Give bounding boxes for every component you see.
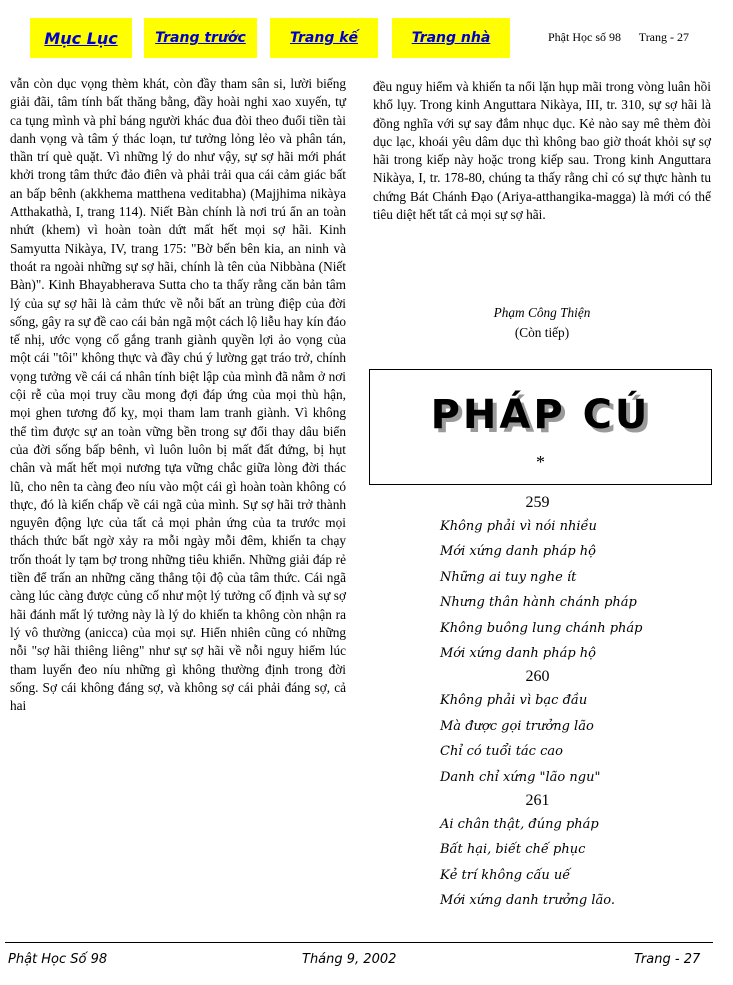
verse-line: Mà được gọi trưởng lão <box>440 718 594 734</box>
phap-cu-title: PHÁP CÚ <box>430 392 651 438</box>
nav-previous-page-button[interactable]: Trang trước <box>144 18 257 58</box>
author-name: Phạm Công Thiện <box>493 305 591 320</box>
verse-line: Mới xứng danh pháp hộ <box>440 646 597 662</box>
verse-line: Bất hại, biết chế phục <box>440 842 586 858</box>
header-issue-page: Phật Học số 98 Trang - 27 <box>548 30 690 44</box>
verse-line: Danh chỉ xứng "lão ngu" <box>440 769 601 785</box>
verse-number: 259 <box>525 494 550 511</box>
nav-home-button[interactable]: Trang nhà <box>392 18 510 58</box>
verse-line: Chỉ có tuổi tác cao <box>440 744 563 760</box>
verse-line: Mới xứng danh trưởng lão. <box>440 893 616 909</box>
verse-number: 260 <box>525 668 550 686</box>
verse-line: Không buông lung chánh pháp <box>440 620 643 636</box>
nav-muc-luc-button[interactable]: Mục Lục <box>30 18 132 58</box>
footer-divider <box>5 942 713 943</box>
verse-line: Không phải vì bạc đầu <box>440 693 588 709</box>
article-right-column: đều nguy hiểm và khiến ta nổi lặn hụp mãi trong vòng luân hồi khổ lụy. Trong kinh Anguttara Nikàya, III, tr. 310, sự sợ hãi là đồng nghĩa với sự say đắm nhục dục. Kẻ nào say mê thèm đòi dục lạc, khoái yêu dâm dục thì không bao giờ thoát khỏi sự sợ hãi trong kiếp này hoặc trong kiếp sau. Trong kinh Anguttara Nikàya, I, tr. 178-80, chúng ta thấy rằng chỉ có sự thực hành tu chứng Bát Chánh Đạo (Ariya-atthangika-magga) là mới có thể tiêu diệt hết tất cả mọi sự sợ hãi. <box>373 79 711 223</box>
verse-line: Những ai tuy nghe ít <box>440 569 577 585</box>
footer-publication: Phật Học Số 98 <box>8 952 108 967</box>
verse-number: 261 <box>525 792 550 810</box>
phap-cu-title-box <box>369 369 712 485</box>
title-star: * <box>536 452 545 472</box>
verse-line: Kẻ trí không cấu uế <box>440 867 571 883</box>
continued-note: (Còn tiếp) <box>514 325 570 340</box>
nav-next-page-button[interactable]: Trang kế <box>270 18 378 58</box>
footer-page: Trang - 27 <box>634 952 701 967</box>
verse-line: Ai chân thật, đúng pháp <box>440 817 599 833</box>
verses-block <box>440 492 710 914</box>
verse-line: Mới xứng danh pháp hộ <box>440 544 597 560</box>
footer-date: Tháng 9, 2002 <box>302 952 397 967</box>
verse-line: Nhưng thân hành chánh pháp <box>440 595 637 611</box>
article-left-column: vẫn còn dục vọng thèm khát, còn đầy tham sân si, lười biếng giải đãi, tâm tính bất thăng bằng, đầy hoài nghi xao xuyến, tự ca tụng mình và phỉ báng người khác đua đòi theo đuổi tiền tài danh vọng và tâm ý thác loạn, tư tưởng lỏng lẻo và phân tán, thần trí què quặt. Vì những lý do như vậy, sự sợ hãi mới phát khởi trong tâm thức đảo điên và phải trải qua cái cảm giác bất an bấp bênh (akkhema matthena veditabha) (Majjhima nikàya Atthakathà, I, trang 114). Niết Bàn chính là nơi trú ẩn an toàn nhứt (khem) vì hoàn toàn dứt mất hết mọi sợ hãi. Kinh Samyutta Nikàya, IV, trang 175: "Bờ bến bên kia, an ninh và thoát ra ngoài những sự sợ hãi, chính là tên của Nibbàna (Niết Bàn)". Kinh Bhayabherava Sutta cho ta thấy rằng căn bản tâm lý của sự sợ hãi là cảm thức về nỗi bất an trùng điệp của đời sống, gây ra sự đề cao cái bản ngã một cách lộ liễu hay kín đáo tế nhị, ước vọng cố gắng tranh giành quyền lợi ảo vọng của một cái "tôi" không thực và đầy chú ý lường gạt tráo trở, chính vọng tưởng về cái cá nhân tính biệt lập của mình đã nằm ở nơi cội rễ của mọi truy cầu mong đợi đáp ứng của mọi thù hận, mọi ghen tương đố kỵ, mọi tham lam tranh giành. Vì không thể tìm được sự an toàn vững bền trong sự đổi thay dâu biển của đời sống bấp bênh, vì luôn luôn bị mất đất đứng, bị hụt chân và mất hết mọi nương tựa vững chắc giữa lòng đời thác lũ, cho nên ta càng đeo níu vào một cái gì hoàn toàn không có thực, đó là kiến chấp về cái ngã của mình. Sự sợ hãi trở thành nguyên động lực của tất cả mọi phản ứng của ta trước mọi thách thức bất ngờ xảy ra mỗi ngày mỗi đêm, khiến ta chạy trốn thoát ly tạm bợ trong những tiêu khiển. Những giải đáp rẻ tiền để trấn an những căng thẳng tội độ của tâm thức. Cái ngã càng lúc càng được củng cố như một lý tưởng cố định và sự sợ hãi đánh mất lý tưởng này là lý do khiến ta không còn nhận ra lý vô thường (anicca) của mọi sự. Hiển nhiên cũng có những nỗi "sợ hãi thiêng liêng" như sự sợ hãi về nỗi nguy hiểm lúc tham luyến đeo níu những gì không thường định trong đời sống. Sợ cái không đáng sợ, và không sợ cái phải đáng sợ, cả hai <box>10 76 346 714</box>
verse-line: Không phải vì nói nhiều <box>440 519 597 534</box>
author-block <box>373 303 711 343</box>
